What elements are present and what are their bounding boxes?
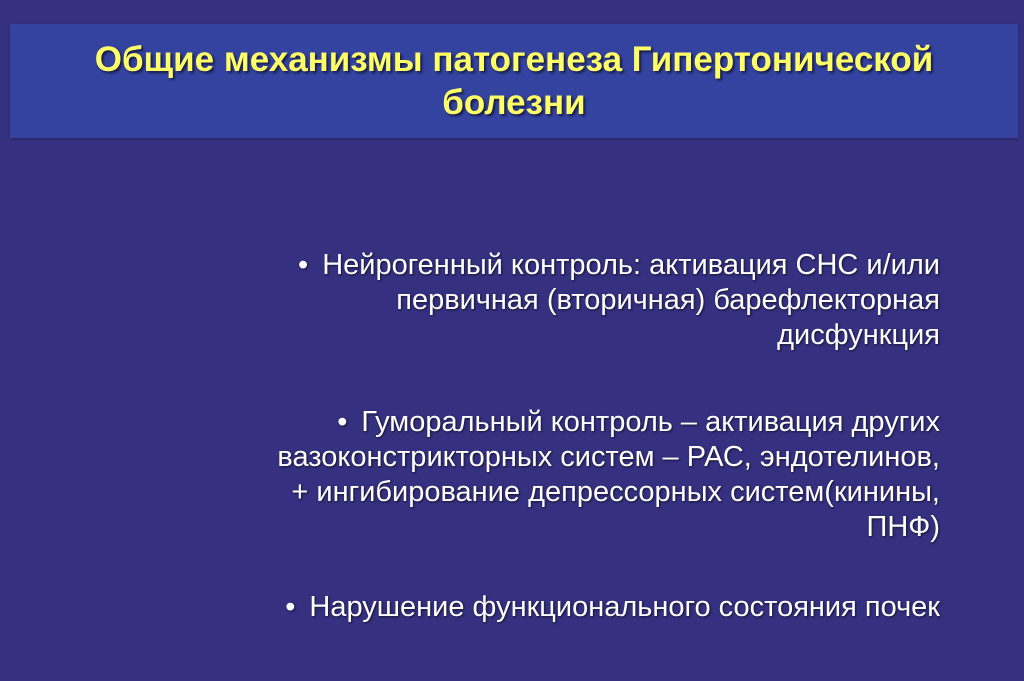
slide-title: Общие механизмы патогенеза Гипертонической болезни	[94, 40, 934, 122]
bullet-line: дисфункция	[777, 319, 940, 351]
bullet-item-humoral-control	[80, 405, 940, 545]
bullet-line: + ингибирование депрессорных систем(кинины,	[291, 476, 940, 508]
bullet-list	[80, 248, 940, 625]
bullet-item-neurogenic-control	[80, 248, 940, 353]
bullet-item-kidney-function	[80, 590, 940, 625]
bullet-marker: •	[298, 249, 309, 281]
bullet-line: Нейрогенный контроль: активация СНС и/или	[322, 249, 940, 281]
bullet-marker: •	[285, 591, 296, 623]
title-banner	[10, 24, 1018, 138]
bullet-line: Гуморальный контроль – активация других	[361, 406, 940, 438]
bullet-marker: •	[337, 406, 348, 438]
bullet-line: Нарушение функционального состояния почек	[309, 591, 940, 623]
bullet-line: вазоконстрикторных систем – РАС, эндотелинов,	[277, 441, 940, 473]
bullet-line: ПНФ)	[866, 511, 940, 543]
bullet-line: первичная (вторичная) барефлекторная	[396, 284, 940, 316]
